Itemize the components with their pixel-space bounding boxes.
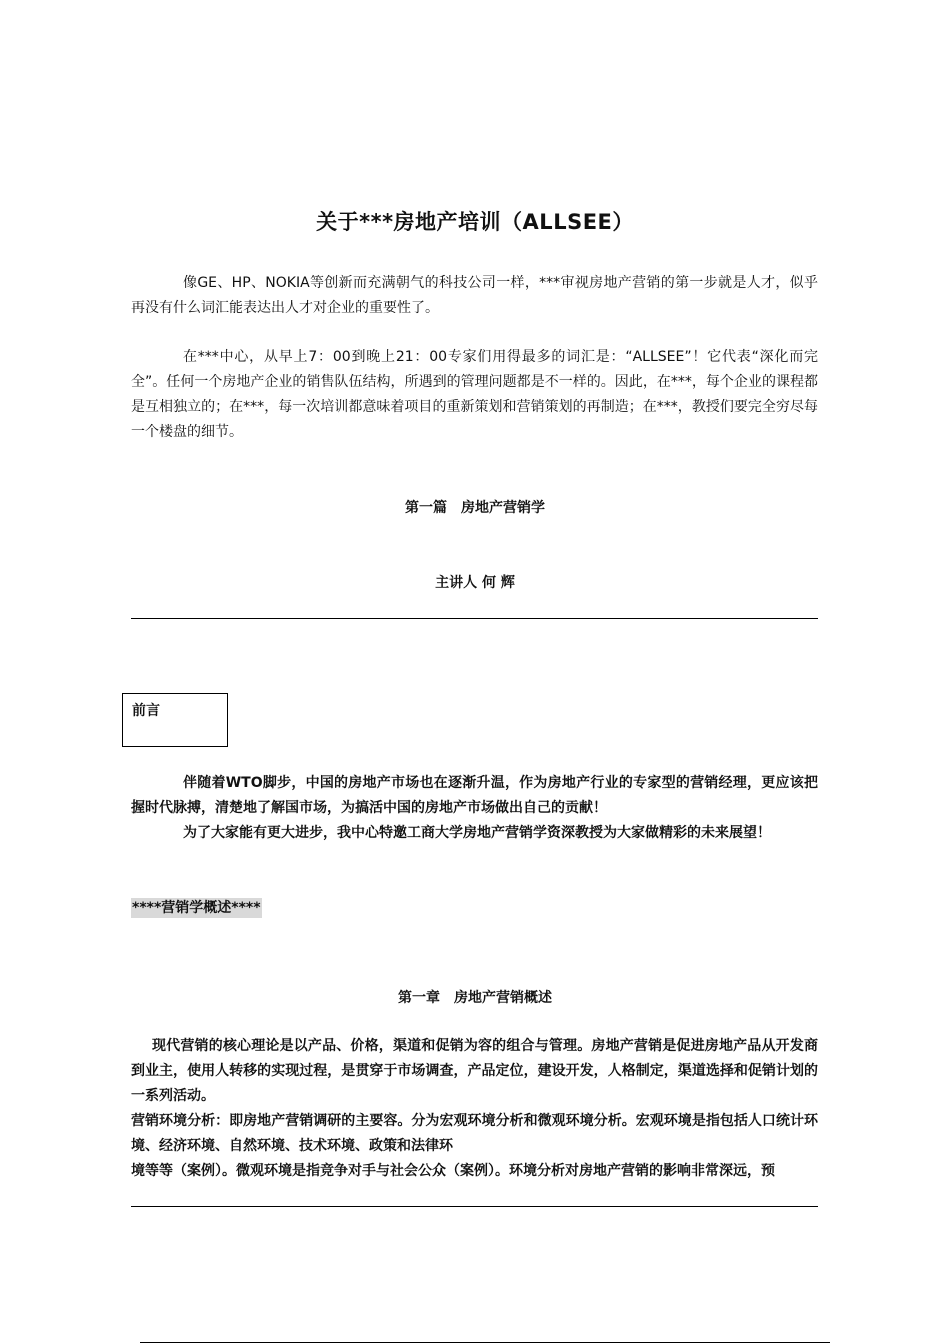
- chapter-text-3: 境等等（案例）。微观环境是指竞争对手与社会公众（案例）。环境分析对房地产营销的影响非常深远，预: [131, 1163, 775, 1179]
- speaker-line: 主讲人 何 辉: [435, 575, 515, 591]
- intro-paragraph-1: [131, 271, 818, 321]
- preface-text-1: 伴随着WTO脚步，中国的房地产市场也在逐渐升温，作为房地产行业的专家型的营销经理，更应该把握时代脉搏，清楚地了解国市场，为搞活中国的房地产市场做出自己的贡献！: [131, 775, 818, 816]
- preface-label: 前言: [132, 703, 160, 719]
- chapter-heading: 第一章 房地产营销概述: [398, 990, 552, 1006]
- chapter-text-1: 现代营销的核心理论是以产品、价格，渠道和促销为容的组合与管理。房地产营销是促进房地产品从开发商到业主，使用人转移的实现过程，是贯穿于市场调查，产品定位，建设开发，人格制定，渠道选择和促销计划的一系列活动。: [131, 1038, 818, 1104]
- page-edge-line: [140, 1342, 830, 1343]
- preface-body: [131, 771, 818, 846]
- overview-highlight: ****营销学概述****: [132, 900, 261, 916]
- chapter-body: [131, 1034, 818, 1184]
- preface-text-2: 为了大家能有更大进步，我中心特邀工商大学房地产营销学资深教授为大家做精彩的未来展望！: [183, 825, 771, 841]
- intro-paragraph-2: [131, 345, 818, 445]
- divider-top: [131, 618, 818, 619]
- chapter-text-2: 营销环境分析：即房地产营销调研的主要容。分为宏观环境分析和微观环境分析。宏观环境是指包括人口统计环境、经济环境、自然环境、技术环境、政策和法律环: [131, 1113, 818, 1154]
- intro-text-1: 像GE、HP、NOKIA等创新而充满朝气的科技公司一样，***审视房地产营销的第一步就是人才，似乎再没有什么词汇能表达出人才对企业的重要性了。: [131, 275, 818, 316]
- intro-text-2: 在***中心，从早上7：00到晚上21：00专家们用得最多的词汇是：“ALLSEE”！它代表“深化而完全”。任何一个房地产企业的销售队伍结构，所遇到的管理问题都是不一样的。因此，在***，每个企业的课程都是互相独立的；在***，每一次培训都意味着项目的重新策划和营销策划的再制造；在***，教授们要完全穷尽每一个楼盘的细节。: [131, 349, 818, 440]
- part-heading: 第一篇 房地产营销学: [405, 500, 545, 516]
- preface-box: [122, 693, 228, 747]
- document-title: 关于***房地产培训（ALLSEE）: [316, 210, 634, 234]
- divider-bottom: [131, 1206, 818, 1207]
